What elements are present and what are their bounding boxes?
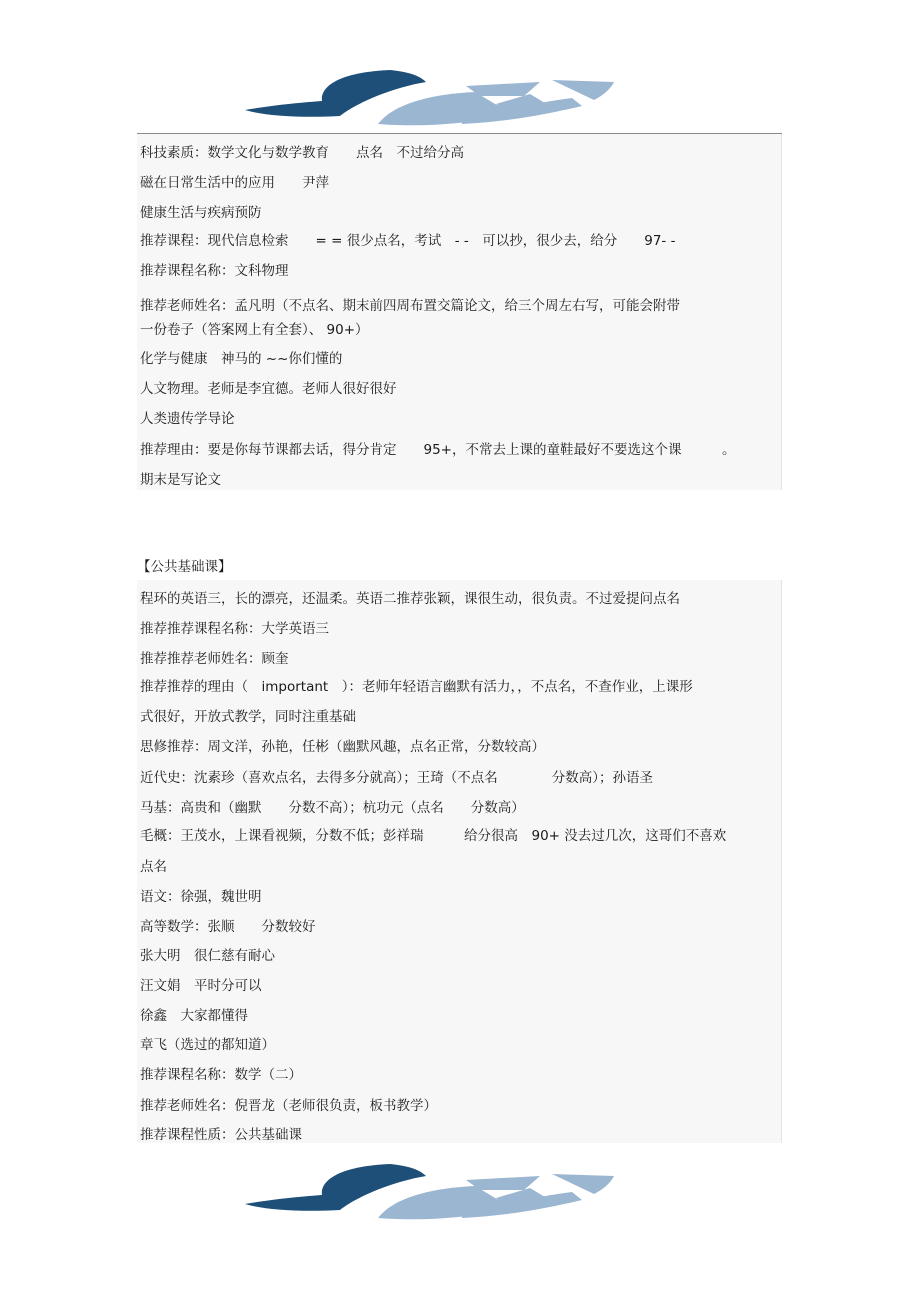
text-line: 语文：徐强，魏世明 <box>140 889 262 905</box>
text-line: 期末是写论文 <box>140 472 221 488</box>
text-line: 推荐推荐老师姓名：顾奎 <box>140 651 289 667</box>
text-line: 人类遗传学导论 <box>140 411 235 427</box>
section-title: 【公共基础课】 <box>137 559 232 575</box>
text-line: 推荐老师姓名：孟凡明（不点名、期末前四周布置交篇论文，给三个周左右写，可能会附带 <box>140 298 680 314</box>
text-line: 人文物理。老师是李宜德。老师人很好很好 <box>140 381 397 397</box>
text-line: 推荐课程：现代信息检索 = = 很少点名，考试 - - 可以抄，很少去，给分 97- - <box>140 233 676 249</box>
text-line: 推荐课程名称：文科物理 <box>140 263 289 279</box>
content-panel-public-basic <box>137 580 782 1143</box>
text-line: 章飞（选过的都知道） <box>140 1037 275 1053</box>
text-line: 一份卷子（答案网上有全套）、 90+） <box>140 322 369 338</box>
text-line: 汪文娟 平时分可以 <box>140 978 262 994</box>
text-line: 推荐课程性质：公共基础课 <box>140 1127 302 1143</box>
footer-logo-icon <box>240 1160 620 1230</box>
text-line: 推荐推荐课程名称：大学英语三 <box>140 621 329 637</box>
text-line: 徐鑫 大家都懂得 <box>140 1008 248 1024</box>
text-line: 健康生活与疾病预防 <box>140 205 262 221</box>
text-line: 程环的英语三，长的漂亮，还温柔。英语二推荐张颖，课很生动，很负责。不过爱提问点名 <box>140 591 680 607</box>
text-line: 高等数学：张顺 分数较好 <box>140 919 316 935</box>
text-line: 思修推荐：周文洋，孙艳，任彬（幽默风趣，点名正常，分数较高） <box>140 739 545 755</box>
text-line: 推荐老师姓名：倪晋龙（老师很负责，板书教学） <box>140 1098 437 1114</box>
text-line: 点名 <box>140 859 167 875</box>
text-line: 近代史：沈素珍（喜欢点名，去得多分就高）；王琦（不点名 分数高）；孙语圣 <box>140 770 653 786</box>
content-panel-electives <box>137 134 782 490</box>
text-line: 张大明 很仁慈有耐心 <box>140 948 275 964</box>
text-line: 推荐课程名称：数学（二） <box>140 1067 302 1083</box>
text-line: 推荐推荐的理由（ important ）：老师年轻语言幽默有活力，，不点名，不查作业，上课形 <box>140 679 693 695</box>
text-line: 磁在日常生活中的应用 尹萍 <box>140 175 329 191</box>
text-line: 化学与健康 神马的 ~~你们懂的 <box>140 351 343 367</box>
text-line: 科技素质：数学文化与数学教育 点名 不过给分高 <box>140 145 464 161</box>
text-line: 毛概：王茂水，上课看视频，分数不低；彭祥瑞 给分很高 90+ 没去过几次，这哥们不喜欢 <box>140 828 727 844</box>
text-line: 式很好，开放式教学，同时注重基础 <box>140 709 356 725</box>
text-line: 推荐理由：要是你每节课都去话，得分肯定 95+，不常去上课的童鞋最好不要选这个课 。 <box>140 442 736 458</box>
header-logo-icon <box>240 66 620 136</box>
text-line: 马基：高贵和（幽默 分数不高）；杭功元（点名 分数高） <box>140 800 525 816</box>
